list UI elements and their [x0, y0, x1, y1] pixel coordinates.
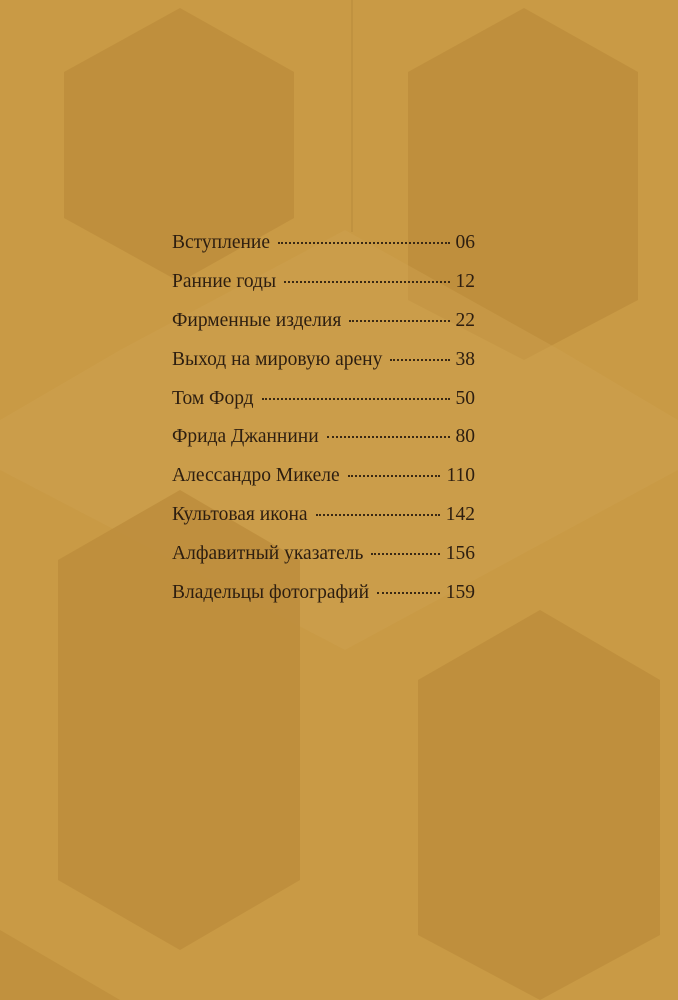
- toc-entry-title: Алессандро Микеле: [172, 465, 340, 487]
- toc-dot-leader: [316, 514, 440, 516]
- toc-entry-page-number: 156: [445, 543, 475, 565]
- toc-entry[interactable]: [172, 232, 475, 271]
- toc-entry[interactable]: [172, 582, 475, 621]
- toc-entry-title: Фирменные изделия: [172, 309, 342, 331]
- toc-entry-page-number: 159: [445, 582, 475, 604]
- toc-entry-page-number: 22: [455, 309, 475, 331]
- toc-dot-leader: [284, 281, 449, 283]
- toc-dot-leader: [327, 436, 450, 438]
- toc-entry-title: Выход на мировую арену: [172, 348, 383, 370]
- toc-entry[interactable]: [172, 543, 475, 582]
- toc-entry[interactable]: [172, 271, 475, 310]
- toc-dot-leader: [278, 242, 449, 244]
- toc-dot-leader: [390, 359, 449, 361]
- toc-entry-page-number: 110: [446, 465, 475, 487]
- toc-entry-title: Владельцы фотографий: [172, 582, 370, 604]
- toc-dot-leader: [262, 398, 450, 400]
- toc-entry-title: Вступление: [172, 232, 271, 253]
- toc-entry-page-number: 38: [455, 348, 475, 370]
- toc-entry[interactable]: [172, 349, 475, 388]
- toc-entry[interactable]: [172, 465, 475, 504]
- toc-entry-title: Ранние годы: [172, 270, 277, 292]
- toc-entry[interactable]: [172, 426, 475, 465]
- toc-entry[interactable]: [172, 388, 475, 427]
- toc-entry-title: Алфавитный указатель: [172, 543, 364, 565]
- toc-entry-page-number: 06: [455, 232, 475, 253]
- toc-dot-leader: [348, 475, 441, 477]
- toc-entry-page-number: 80: [455, 426, 475, 448]
- toc-entry-page-number: 50: [455, 387, 475, 409]
- toc-entry-page-number: 142: [445, 504, 475, 526]
- toc-dot-leader: [349, 320, 449, 322]
- toc-entry-page-number: 12: [455, 270, 475, 292]
- toc-entry-title: Фрида Джаннини: [172, 426, 319, 448]
- toc-dot-leader: [377, 592, 440, 594]
- toc-entry-title: Культовая икона: [172, 504, 308, 526]
- toc-dot-leader: [371, 553, 439, 555]
- table-of-contents: [172, 232, 475, 621]
- toc-entry-title: Том Форд: [172, 387, 254, 409]
- toc-entry[interactable]: [172, 310, 475, 349]
- toc-entry[interactable]: [172, 504, 475, 543]
